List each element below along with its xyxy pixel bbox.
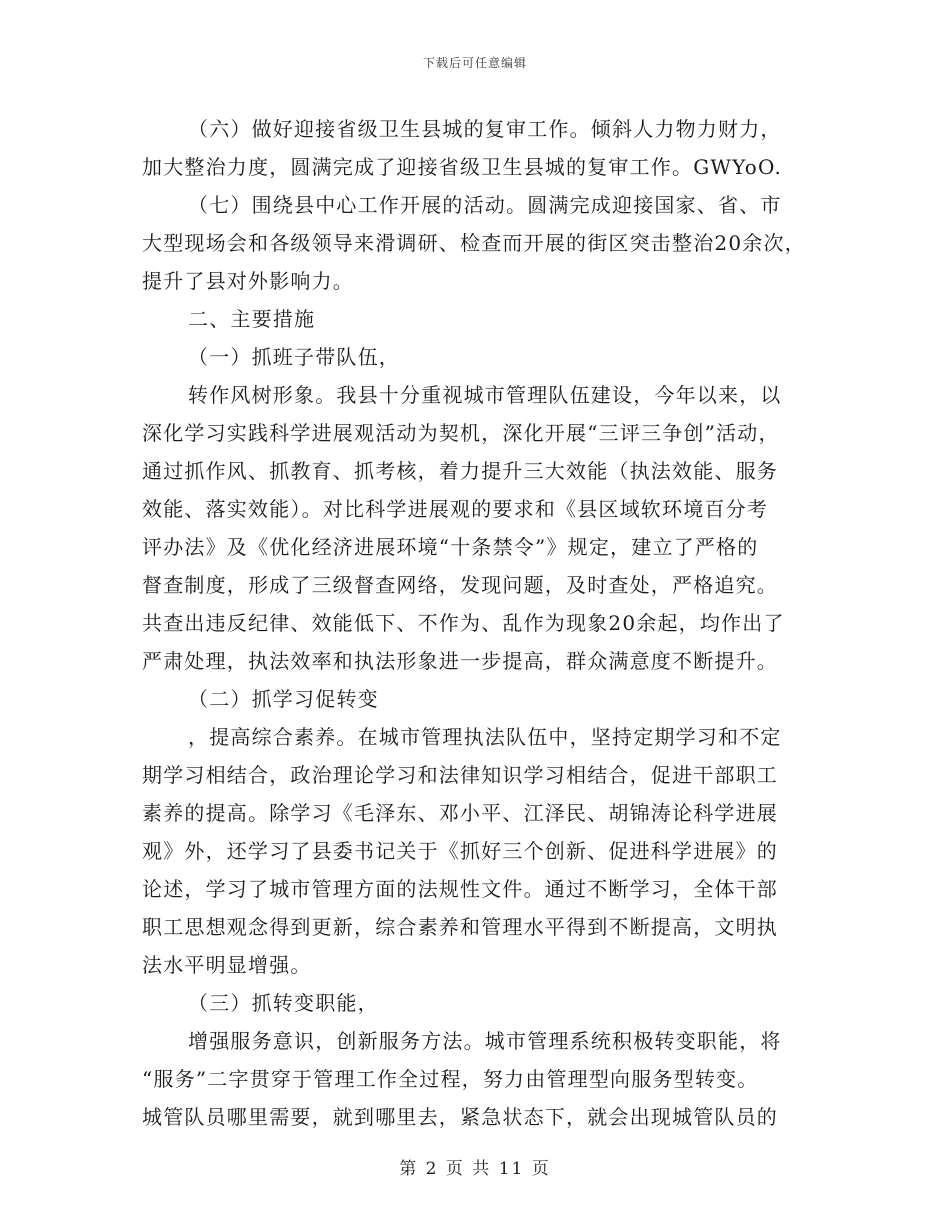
text-line: 效能、落实效能）。对比科学进展观的要求和《县区域软环境百分考 — [142, 497, 768, 521]
text-line: 督查制度，形成了三级督查网络，发现问题，及时查处，严格追究。 — [142, 573, 778, 597]
page-number: 第 2 页 共 11 页 — [399, 1159, 551, 1179]
text-line: （六）做好迎接省级卫生县城的复审工作。倾斜人力物力财力， — [188, 117, 782, 141]
text-line: “服务”二字贯穿于管理工作全过程，努力由管理型向服务型转变。 — [142, 1067, 759, 1091]
text-line: 提升了县对外影响力。 — [142, 269, 354, 293]
text-line: （三）抓转变职能， — [188, 991, 379, 1015]
text-line: 增强服务意识，创新服务方法。城市管理系统积极转变职能，将 — [188, 1029, 782, 1053]
text-line: 评办法》及《优化经济进展环境“十条禁令”》规定，建立了严格的 — [142, 535, 759, 559]
text-line: 严肃处理，执法效率和执法形象进一步提高，群众满意度不断提升。 — [142, 649, 778, 673]
text-line: 深化学习实践科学进展观活动为契机，深化开展“三评三争创”活动， — [142, 421, 780, 445]
text-line: 大型现场会和各级领导来滑调研、检查而开展的街区突击整治20余次， — [142, 231, 806, 255]
document-body — [142, 110, 812, 1136]
text-line: 共查出违反纪律、效能低下、不作为、乱作为现象20余起，均作出了 — [142, 611, 785, 635]
text-line: 素养的提高。除学习《毛泽东、邓小平、江泽民、胡锦涛论科学进展 — [142, 801, 778, 825]
text-line: ，提高综合素养。在城市管理执法队伍中，坚持定期学习和不定 — [188, 725, 782, 749]
text-line: （七）围绕县中心工作开展的活动。圆满完成迎接国家、省、市 — [188, 193, 782, 217]
text-line: 论述，学习了城市管理方面的法规性文件。通过不断学习，全体干部 — [142, 877, 778, 901]
text-line: 城管队员哪里需要，就到哪里去，紧急状态下，就会出现城管队员的 — [142, 1105, 778, 1129]
text-line: 二、主要措施 — [188, 307, 316, 331]
text-line: 期学习相结合，政治理论学习和法律知识学习相结合，促进干部职工 — [142, 763, 778, 787]
text-line: 转作风树形象。我县十分重视城市管理队伍建设，今年以来，以 — [188, 383, 782, 407]
page-header: 下载后可任意编辑 — [422, 56, 527, 70]
text-line: 观》外，还学习了县委书记关于《抓好三个创新、促进科学进展》的 — [142, 839, 778, 863]
text-line: 法水平明显增强。 — [142, 953, 312, 977]
text-line: 职工思想观念得到更新，综合素养和管理水平得到不断提高，文明执 — [142, 915, 778, 939]
text-line: 加大整治力度，圆满完成了迎接省级卫生县城的复审工作。GWYoO. — [142, 155, 783, 179]
text-line: （二）抓学习促转变 — [188, 687, 379, 711]
text-line: （一）抓班子带队伍， — [188, 345, 400, 369]
text-line: 通过抓作风、抓教育、抓考核，着力提升三大效能（执法效能、服务 — [142, 459, 778, 483]
